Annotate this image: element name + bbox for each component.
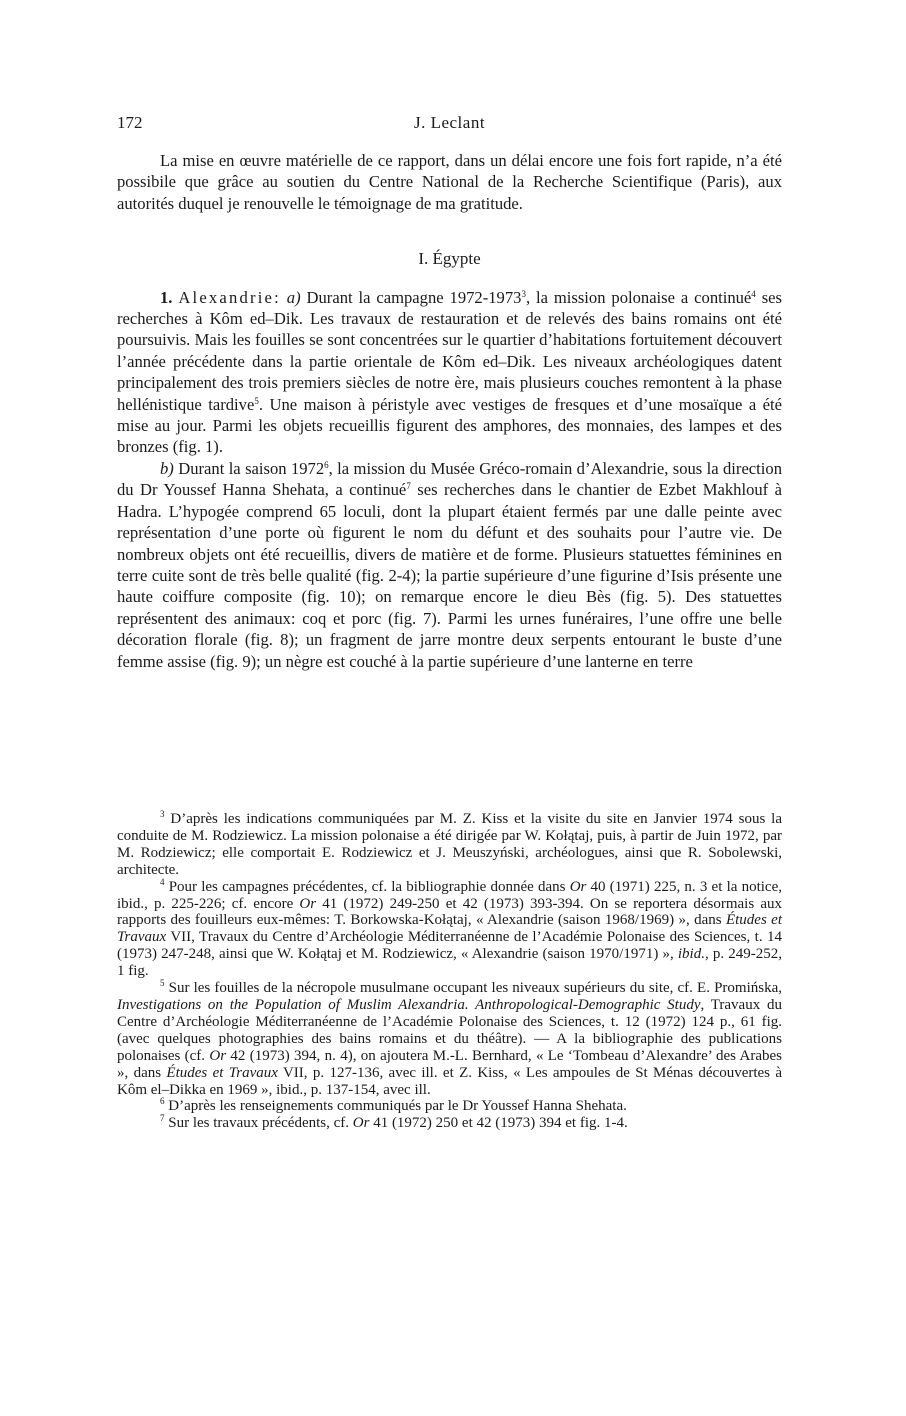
text-run: Durant la campagne 1972-1973 [300, 287, 522, 307]
subsection-letter: b) [160, 458, 174, 478]
main-text [117, 150, 782, 672]
text-run: Sur les fouilles de la nécropole musulmane occupant les niveaux supérieurs du site, cf. E. Promińska, [164, 980, 782, 997]
text-run: Pour les campagnes précédentes, cf. la bibliographie donnée dans [164, 878, 570, 895]
journal-abbrev: Or [352, 1115, 370, 1132]
footnote-7 [117, 1115, 782, 1132]
text-run: , p. 249-252, 1 fig. [117, 946, 782, 980]
text-run: 40 (1971) 225, n. 3 et la notice, ibid., p. 225-226; cf. encore [117, 878, 782, 912]
footnote-text: D’après les indications communiquées par M. Z. Kiss et la visite du site en Janvier 1974 sous la conduite de M. Rodziewicz. La mission polonaise a été dirigée par W. Kołątaj, puis, à partir de Juin 1972, par M. Rodziewicz; elle comportait E. Rodziewicz et J. Meuszyński, archéologues, ainsi que R. Sobolewski, architecte. [117, 811, 782, 878]
footnote-number: 7 [160, 1113, 165, 1124]
text-run: ses recherches dans le chantier de Ezbet Makhlouf à Hadra. L’hypogée comprend 65 loculi, dont la plupart étaient fermés par une dalle peinte avec représentation d’une porte où figurent le nom du défunt et des souhaits pour l’autre vie. De nombreux objets ont été recueillis, divers de matière et de forme. Plusieurs statuettes féminines en terre cuite sont de très belle qualité (fig. 2-4); la partie supérieure d’une figurine d’Isis présente une haute coiffure composite (fig. 10); on remarque encore le dieu Bès (fig. 5). Des statuettes représentent des animaux: coq et porc (fig. 7). Parmi les urnes funéraires, l’une offre une belle décoration florale (fig. 8); un fragment de jarre montre deux serpents entourant le buste d’une femme assise (fig. 9); un nègre est couché à la partie supérieure d’une lanterne en terre [117, 480, 782, 671]
book-title: Investigations on the Population of Muslim Alexandria. Anthropological-Demographic Study [117, 996, 701, 1013]
paragraph-alexandrie-a [117, 287, 782, 458]
text-run: ses recherches à Kôm ed–Dik. Les travaux de restauration et de relevés des bains romains ont été poursuivis. Mais les fouilles se sont concentrées sur le quartier d’habitations fortuitement découvert l’année précédente dans la partie orientale de Kôm ed–Dik. Les niveaux archéologiques datent principalement des trois premiers siècles de notre ère, mais plusieurs couches remontent à la phase hellénistique tardive [117, 287, 782, 414]
footnote-4 [117, 876, 782, 980]
text-run: VII, p. 127-136, avec ill. et Z. Kiss, « Les ampoules de St Ménas découvertes à Kôm el–Dikka en 1969 », ibid., p. 137-154, avec ill. [117, 1064, 782, 1098]
footnote-number: 5 [160, 978, 165, 989]
intro-paragraph: La mise en œuvre matérielle de ce rapport, dans un délai encore une fois fort rapide, n’a été possibile que grâce au soutien du Centre National de la Recherche Scientifique (Paris), aux autorités duquel je renouvelle le témoignage de ma gratitude. [117, 151, 782, 213]
journal-title: Études et Travaux [117, 912, 782, 946]
footnote-5 [117, 980, 782, 1098]
footnotes [117, 811, 782, 1132]
paragraph-alexandrie-b [117, 458, 782, 672]
footnote-ref: 5 [254, 395, 259, 406]
text-run: 41 (1972) 250 et 42 (1973) 394 et fig. 1-4. [369, 1115, 628, 1132]
place-name: Alexandrie: [178, 287, 281, 307]
page-header [117, 113, 782, 137]
text-run: Durant la saison 1972 [173, 458, 325, 478]
journal-abbrev: Or [299, 895, 317, 912]
footnote-6 [117, 1098, 782, 1115]
footnote-text: D’après les renseignements communiqués par le Dr Youssef Hanna Shehata. [164, 1098, 627, 1115]
footnote-3 [117, 811, 782, 879]
journal-abbrev: Or [569, 878, 587, 895]
text-run: , la mission du Musée Gréco-romain d’Alexandrie, sous la direction du Dr Youssef Hanna Shehata, a continué [117, 458, 782, 500]
journal-abbrev: Or [209, 1047, 227, 1064]
journal-title: Études et Travaux [166, 1064, 278, 1081]
footnote-number: 4 [160, 876, 165, 887]
footnote-number: 3 [160, 809, 165, 819]
page-number: 172 [117, 113, 143, 132]
subsection-letter: a) [286, 287, 301, 307]
footnote-number: 6 [160, 1096, 165, 1107]
text-run: Sur les travaux précédents, cf. [164, 1115, 353, 1132]
text-run: VII, Travaux du Centre d’Archéologie Méditerranéenne de l’Académie Polonaise des Sciences, t. 14 (1973) 247-248, ainsi que W. Kołątaj et M. Rodziewicz, « Alexandrie (saison 1970/1971) », [117, 929, 782, 963]
footnote-ref: 7 [406, 481, 411, 492]
text-run: , la mission polonaise a continué [525, 287, 752, 307]
ibid-ref: ibid. [677, 946, 705, 963]
footnote-ref: 6 [324, 459, 329, 470]
text-run: 41 (1972) 249-250 et 42 (1973) 393-394. On se reportera désormais aux rapports des fouilleurs eux-mêmes: T. Borkowska-Kołątaj, « Alexandrie (saison 1968/1969) », dans [117, 895, 782, 929]
text-run: , Travaux du Centre d’Archéologie Méditerranéenne de l’Académie Polonaise des Sciences, t. 12 (1972) 124 p., 61 fig. (avec quelques photographies des bains romains et du théâtre). — A la bibliographie des publications polonaises (cf. [117, 996, 782, 1064]
text-run: 42 (1973) 394, n. 4), on ajoutera M.-L. Bernhard, « Le ‘Tombeau d’Alexandre’ des Arabes », dans [117, 1047, 782, 1081]
item-number: 1. [160, 287, 173, 307]
text-run: . Une maison à péristyle avec vestiges de fresques et d’une mosaïque a été mise au jour. Parmi les objets recueillis figurent des amphores, des monnaies, des lampes et des bronzes (fig. 1). [117, 394, 783, 457]
footnote-ref: 3 [521, 288, 526, 299]
section-title: I. Égypte [418, 249, 481, 269]
running-head: J. Leclant [413, 113, 486, 132]
footnote-ref: 4 [751, 288, 756, 299]
